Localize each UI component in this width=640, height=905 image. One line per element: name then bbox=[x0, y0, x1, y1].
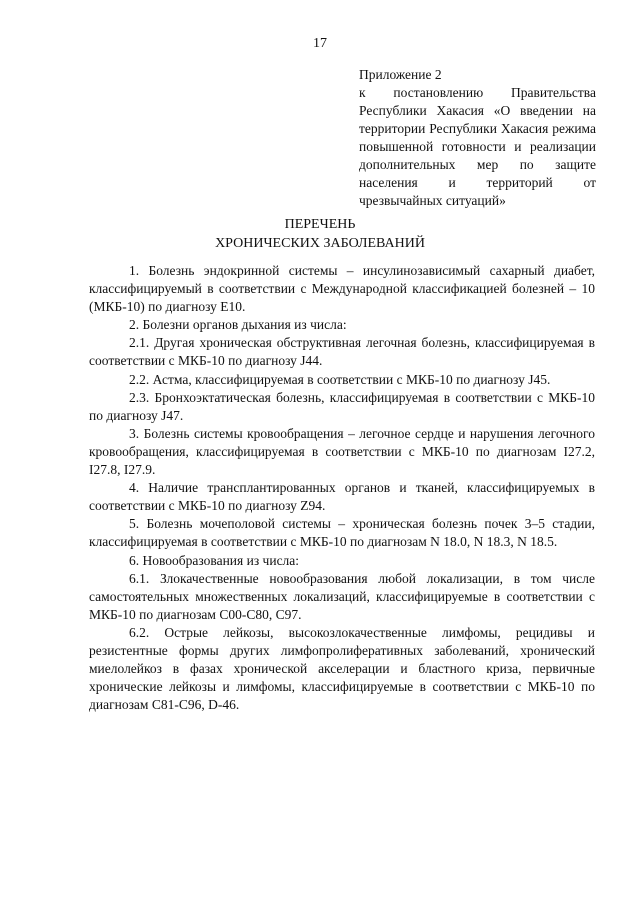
document-heading bbox=[0, 215, 640, 253]
list-item-5: 5. Болезнь мочеполовой системы – хроническая болезнь почек 3–5 стадии, классифицируемая в соответствии с МКБ-10 по диагнозам N 18.0, N 18.3, N 18.5. bbox=[89, 516, 595, 550]
heading-title: ПЕРЕЧЕНЬ bbox=[284, 217, 356, 232]
list-item-1: 1. Болезнь эндокринной системы – инсулинозависимый сахарный диабет, классифицируемый в соответствии с Международной классификацией болезней – 10 (МКБ-10) по диагнозу Е10. bbox=[89, 263, 595, 315]
list-item-6: 6. Новообразования из числа: bbox=[129, 552, 300, 568]
list-item-6-1: 6.1. Злокачественные новообразования любой локализации, в том числе самостоятельных множественных локализаций, классифицируемые в соответствии с МКБ-10 по диагнозам С00-С80, С97. bbox=[89, 570, 595, 622]
list-item-2: 2. Болезни органов дыхания из числа: bbox=[129, 317, 347, 333]
page-number: 17 bbox=[313, 36, 327, 51]
list-item-2-3: 2.3. Бронхоэктатическая болезнь, классифицируемая в соответствии с МКБ-10 по диагнозу J47. bbox=[89, 389, 595, 423]
list-item-4: 4. Наличие трансплантированных органов и тканей, классифицируемых в соответствии с МКБ-10 по диагнозу Z94. bbox=[89, 480, 595, 514]
list-item-2-1: 2.1. Другая хроническая обструктивная легочная болезнь, классифицируемая в соответствии с МКБ-10 по диагнозу J44. bbox=[89, 335, 595, 369]
appendix-block bbox=[359, 66, 596, 210]
disease-list bbox=[89, 262, 595, 714]
appendix-title: Приложение 2 bbox=[359, 67, 442, 82]
heading-subtitle: ХРОНИЧЕСКИХ ЗАБОЛЕВАНИЙ bbox=[215, 236, 425, 251]
list-item-6-2: 6.2. Острые лейкозы, высокозлокачественные лимфомы, рецидивы и резистентные формы других лимфопролиферативных заболеваний, хронический миелолейкоз в фазах хронической акселерации и бластного криза, первичные хронические лейкозы и лимфомы, классифицируемые в соответствии с МКБ-10 по диагнозам С81-С96, D-46. bbox=[89, 624, 595, 713]
list-item-2-2: 2.2. Астма, классифицируемая в соответствии с МКБ-10 по диагнозу J45. bbox=[129, 371, 551, 387]
list-item-3: 3. Болезнь системы кровообращения – легочное сердце и нарушения легочного кровообращения, классифицируемая в соответствии с МКБ-10 по диагнозам I27.2, I27.8, I27.9. bbox=[89, 425, 595, 478]
appendix-text: к постановлению Правительства Республики Хакасия «О введении на территории Республики Хакасия режима повышенной готовности и реализации дополнительных мер по защите населения и территорий от чрезвычайных ситуаций» bbox=[359, 85, 596, 208]
